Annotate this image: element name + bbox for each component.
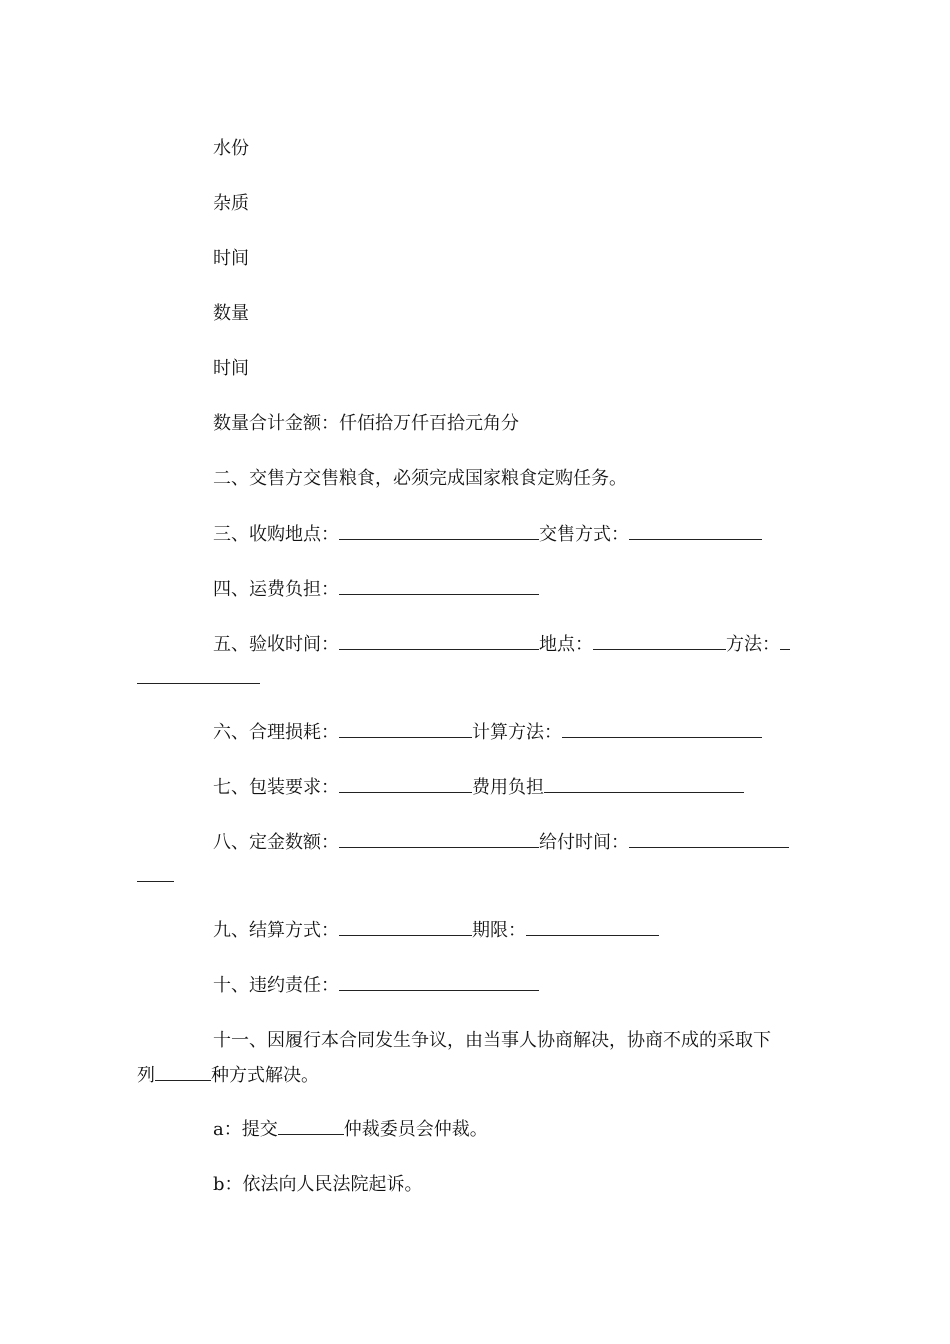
- deposit-blank[interactable]: [339, 832, 539, 848]
- arbitration-committee-blank[interactable]: [278, 1119, 344, 1135]
- clause-8-label: 八、定金数额：: [213, 832, 339, 853]
- clause-5-continuation: [137, 668, 260, 690]
- freight-blank[interactable]: [339, 579, 539, 595]
- clause-8-continuation: [137, 866, 174, 888]
- clause-9-label-2: 期限：: [472, 920, 526, 941]
- packaging-cost-blank[interactable]: [544, 777, 744, 793]
- total-amount-line: 数量合计金额：仟佰拾万仟百拾元角分: [213, 413, 519, 434]
- clause-5: [213, 634, 790, 656]
- clause-10: [213, 975, 539, 997]
- field-time-1: 时间: [213, 248, 249, 269]
- packaging-blank[interactable]: [339, 777, 472, 793]
- clause-10-label: 十、违约责任：: [213, 975, 339, 996]
- option-b: b：依法向人民法院起诉。: [213, 1174, 423, 1195]
- clause-11-label: 列: [137, 1065, 155, 1086]
- deadline-blank[interactable]: [526, 920, 659, 936]
- clause-5-label-3: 方法：: [726, 634, 780, 655]
- clause-3-label: 三、收购地点：: [213, 524, 339, 545]
- settlement-blank[interactable]: [339, 920, 472, 936]
- field-time-2: 时间: [213, 358, 249, 379]
- clause-7-label: 七、包装要求：: [213, 777, 339, 798]
- clause-8-label-2: 给付时间：: [539, 832, 629, 853]
- clause-6-label-2: 计算方法：: [472, 722, 562, 743]
- clause-7-label-2: 费用负担: [472, 777, 544, 798]
- option-a: [213, 1119, 488, 1141]
- inspection-method-blank-cont[interactable]: [137, 668, 260, 684]
- clause-6: [213, 722, 762, 744]
- clause-11: 十一、因履行本合同发生争议，由当事人协商解决，协商不成的采取下: [213, 1030, 771, 1051]
- clause-2: 二、交售方交售粮食，必须完成国家粮食定购任务。: [213, 468, 627, 489]
- loss-blank[interactable]: [339, 722, 472, 738]
- clause-4: [213, 579, 539, 601]
- purchase-location-blank[interactable]: [339, 524, 539, 540]
- sale-method-blank[interactable]: [629, 524, 762, 540]
- clause-5-label: 五、验收时间：: [213, 634, 339, 655]
- payment-time-blank[interactable]: [629, 832, 789, 848]
- payment-time-blank-cont[interactable]: [137, 866, 174, 882]
- inspection-time-blank[interactable]: [339, 634, 539, 650]
- clause-5-label-2: 地点：: [539, 634, 593, 655]
- clause-3-label-2: 交售方式：: [539, 524, 629, 545]
- clause-4-label: 四、运费负担：: [213, 579, 339, 600]
- clause-9: [213, 920, 659, 942]
- clause-11-label-2: 种方式解决。: [211, 1065, 319, 1086]
- inspection-place-blank[interactable]: [593, 634, 726, 650]
- option-a-label-2: 仲裁委员会仲裁。: [343, 1119, 488, 1140]
- inspection-method-blank[interactable]: [780, 634, 790, 650]
- clause-9-label: 九、结算方式：: [213, 920, 339, 941]
- field-quantity: 数量: [213, 303, 249, 324]
- loss-calc-blank[interactable]: [562, 722, 762, 738]
- field-water: 水份: [213, 138, 249, 159]
- dispute-method-blank[interactable]: [155, 1065, 211, 1081]
- liability-blank[interactable]: [339, 975, 539, 991]
- clause-11-continuation: [137, 1065, 319, 1087]
- clause-6-label: 六、合理损耗：: [213, 722, 339, 743]
- option-a-label: a：提交: [213, 1119, 278, 1140]
- clause-7: [213, 777, 744, 799]
- field-impurity: 杂质: [213, 193, 249, 214]
- clause-8: [213, 832, 789, 854]
- clause-3: [213, 524, 762, 546]
